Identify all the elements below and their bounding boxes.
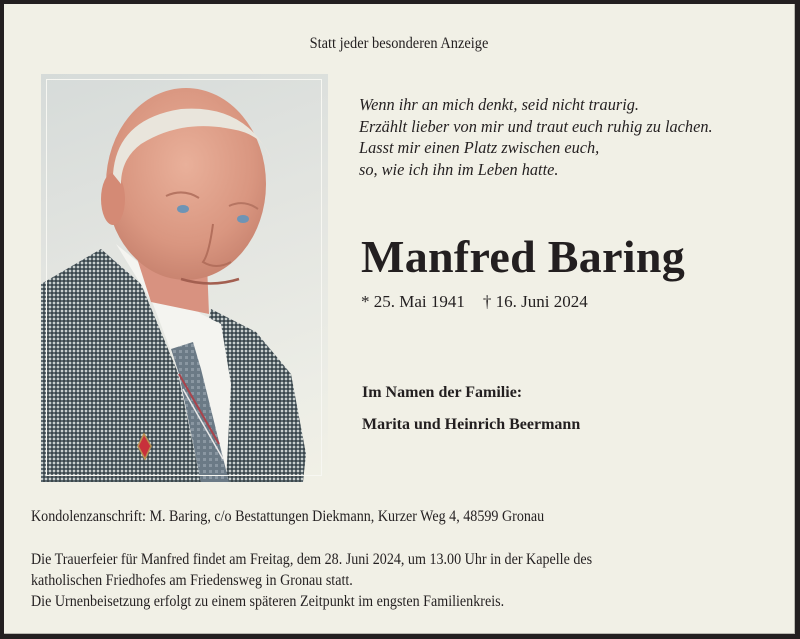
notice-header: Statt jeder besonderen Anzeige	[309, 35, 489, 52]
obituary-notice	[4, 4, 795, 634]
poem-line: Erzählt lieber von mir und traut euch ruhig zu lachen.	[359, 116, 713, 136]
deceased-name: Manfred Baring	[361, 231, 686, 282]
life-dates	[361, 292, 588, 312]
service-info-line: Die Trauerfeier für Manfred findet am Freitag, dem 28. Juni 2024, um 13.00 Uhr in der Kapelle des	[31, 551, 593, 568]
family-names: Marita und Heinrich Beermann	[362, 416, 581, 433]
family-label: Im Namen der Familie:	[362, 384, 523, 401]
service-info-line: katholischen Friedhofes am Friedensweg in Gronau statt.	[31, 572, 353, 589]
death-date: † 16. Juni 2024	[482, 292, 588, 311]
birth-date: * 25. Mai 1941	[361, 292, 465, 311]
poem-line: so, wie ich ihn im Leben hatte.	[359, 159, 559, 179]
poem-line: Wenn ihr an mich denkt, seid nicht traurig.	[359, 95, 639, 114]
poem	[359, 94, 727, 180]
poem-line: Lasst mir einen Platz zwischen euch,	[359, 138, 600, 157]
condolence-address: Kondolenzanschrift: M. Baring, c/o Bestattungen Diekmann, Kurzer Weg 4, 48599 Gronau	[31, 508, 545, 525]
portrait-illustration	[41, 74, 328, 482]
burial-info-line: Die Urnenbeisetzung erfolgt zu einem späteren Zeitpunkt im engsten Familienkreis.	[31, 593, 505, 610]
portrait-photo	[41, 74, 328, 482]
